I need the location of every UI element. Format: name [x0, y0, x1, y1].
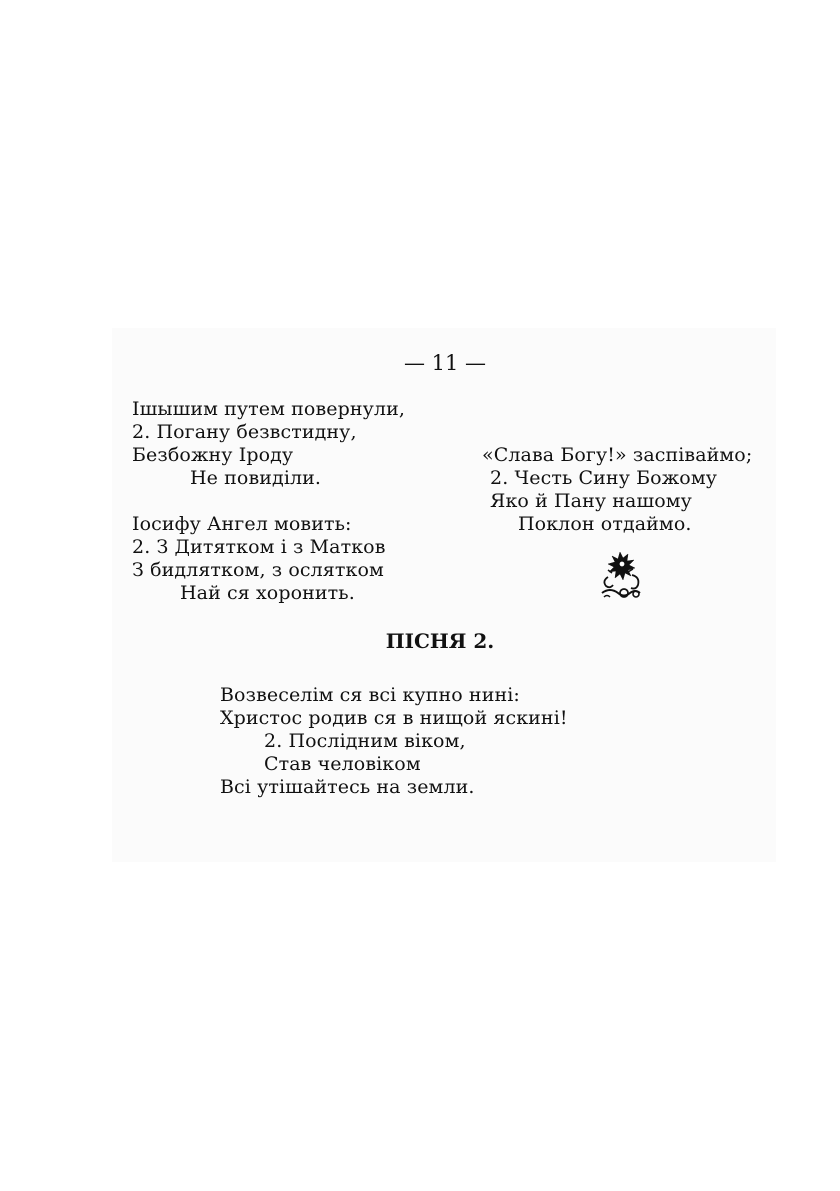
left-stanza1-line2: 2. Погану безвстидну, [132, 421, 357, 443]
left-stanza2-line4: Най ся хоронить. [180, 582, 355, 604]
song2-line1: Возвеселім ся всі купно нині: [220, 684, 520, 706]
song2-line3: 2. Послідним віком, [264, 730, 466, 752]
song2-line2: Христос родив ся в нищой яскині! [220, 707, 568, 729]
right-stanza1-line4: Поклон отдаймо. [518, 513, 692, 535]
left-stanza2-line2: 2. З Дитятком і з Матков [132, 536, 386, 558]
song2-line4: Став человіком [264, 753, 421, 775]
page-number: — 11 — [403, 351, 487, 375]
floral-ornament-icon [598, 549, 646, 601]
right-stanza1-line3: Яко й Пану нашому [490, 490, 692, 512]
song2-line5: Всі утішайтесь на земли. [220, 776, 475, 798]
right-stanza1-line1: «Слава Богу!» заспіваймо; [482, 444, 753, 466]
left-stanza2-line3: З бидлятком, з ослятком [132, 559, 384, 581]
song-title: ПІСНЯ 2. [385, 629, 495, 653]
right-stanza1-line2: 2. Честь Сину Божому [490, 467, 717, 489]
left-stanza2-line1: Іосифу Ангел мовить: [132, 513, 352, 535]
left-stanza1-line4: Не повиділи. [190, 467, 322, 489]
left-stanza1-line1: Ішышим путем повернули, [132, 398, 405, 420]
left-stanza1-line3: Безбожну Іроду [132, 444, 294, 466]
